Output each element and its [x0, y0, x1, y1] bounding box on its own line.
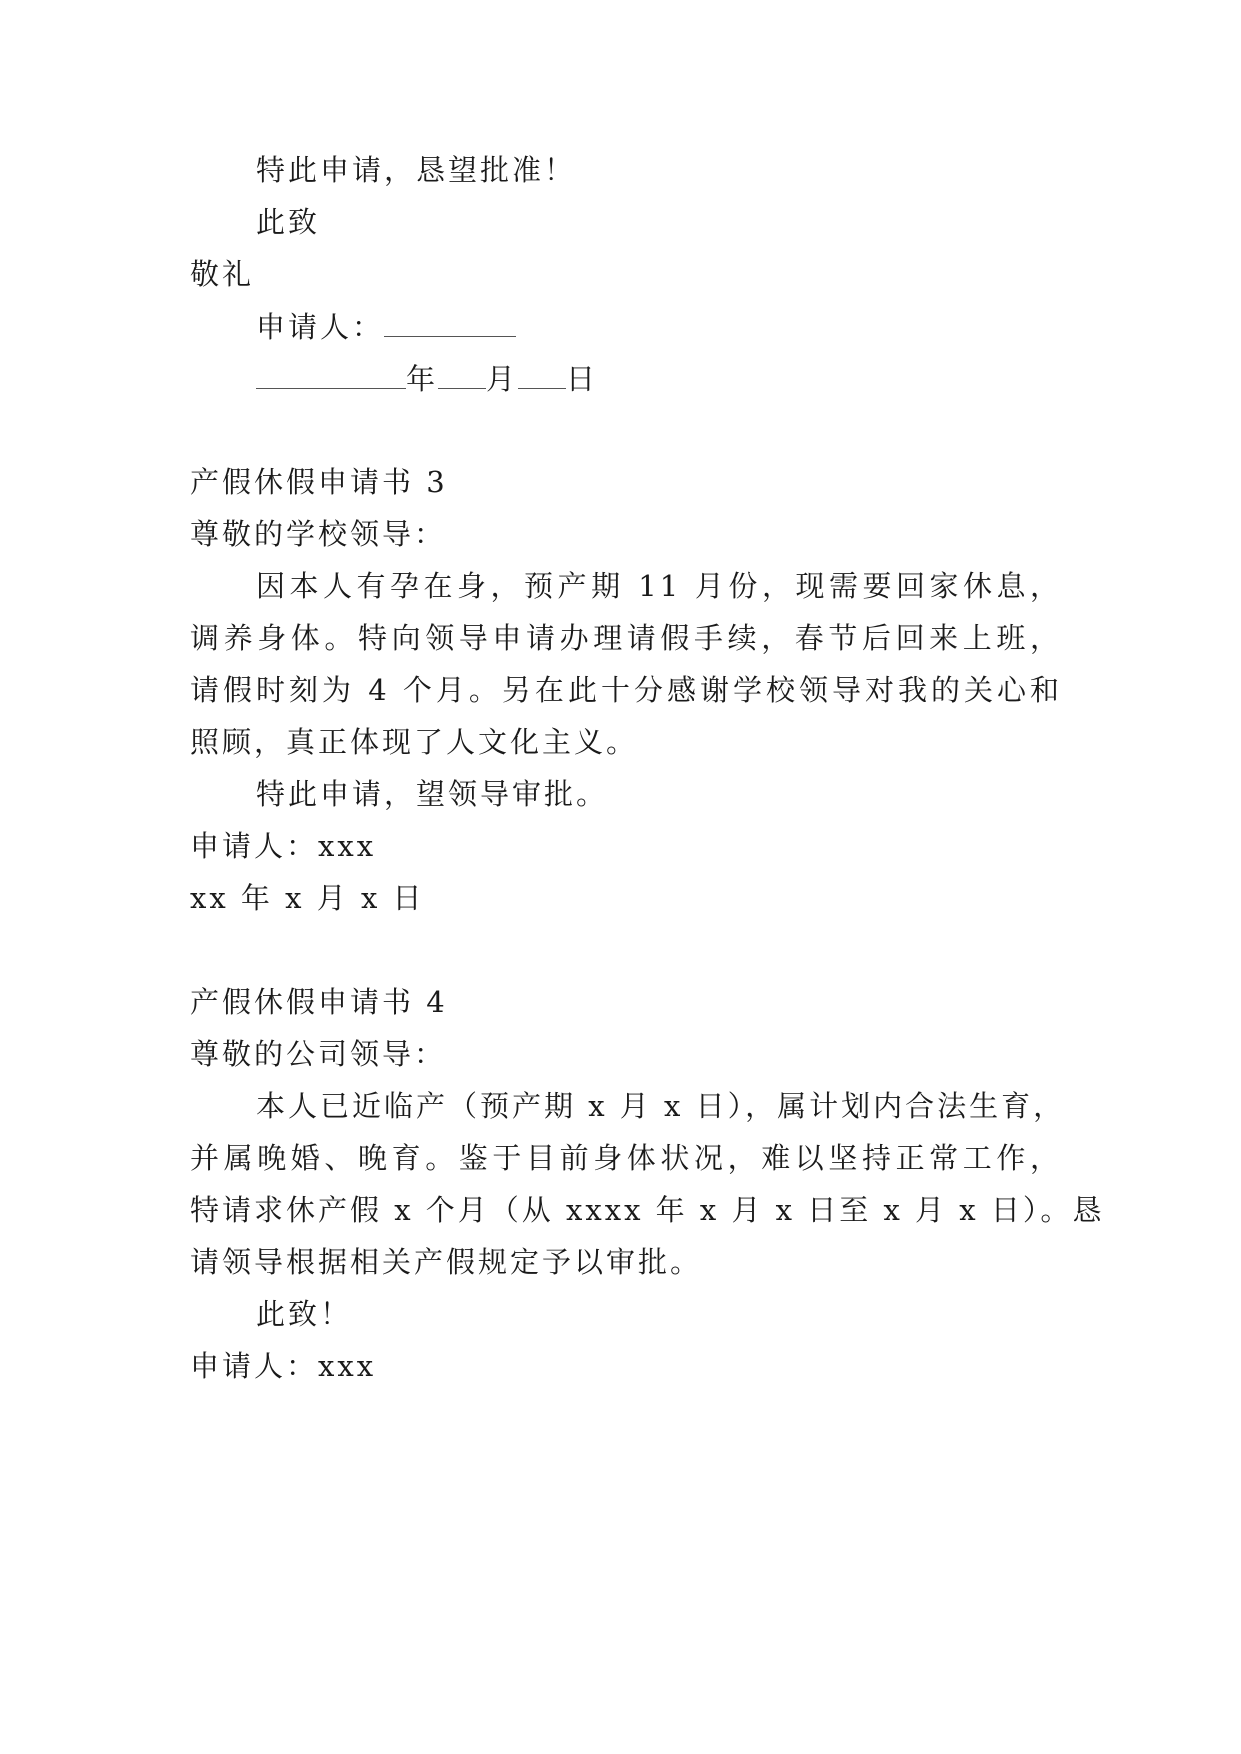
- date-year-label: 年: [406, 362, 439, 396]
- body-line: 特请求休产假 x 个月（从 xxxx 年 x 月 x 日至 x 月 x 日）。恳: [190, 1193, 1105, 1227]
- recipient-line: 尊敬的学校领导：: [190, 517, 447, 551]
- year-blank: [256, 358, 406, 389]
- applicant-blank: [384, 306, 516, 337]
- closing-line: 特此申请，恳望批准！: [256, 153, 577, 187]
- applicant-line: 申请人：xxx: [190, 1349, 377, 1383]
- recipient-line: 尊敬的公司领导：: [190, 1037, 447, 1071]
- body-line: 请领导根据相关产假规定予以审批。: [190, 1245, 703, 1279]
- section-title: 产假休假申请书 3: [190, 465, 448, 499]
- body-line: 本人已近临产（预产期 x 月 x 日），属计划内合法生育，: [256, 1089, 1066, 1123]
- section-title: 产假休假申请书 4: [190, 985, 448, 1019]
- closing-line: 此致！: [256, 1297, 353, 1331]
- body-line: 调养身体。特向领导申请办理请假手续，春节后回来上班，: [190, 621, 1062, 655]
- salutation-respect: 敬礼: [190, 257, 255, 291]
- applicant-label: 申请人：: [256, 310, 385, 344]
- body-line: 请假时刻为 4 个月。另在此十分感谢学校领导对我的关心和: [190, 673, 1062, 707]
- salutation-to: 此致: [256, 205, 321, 239]
- applicant-line: 申请人：xxx: [190, 829, 377, 863]
- date-month-label: 月: [486, 362, 519, 396]
- body-line: 照顾，真正体现了人文化主义。: [190, 725, 639, 759]
- date-line: [256, 358, 598, 399]
- month-blank: [438, 358, 486, 389]
- date-day-label: 日: [566, 362, 599, 396]
- closing-line: 特此申请，望领导审批。: [256, 777, 609, 811]
- body-line: 并属晚婚、晚育。鉴于目前身体状况，难以坚持正常工作，: [190, 1141, 1062, 1175]
- date-line: xx 年 x 月 x 日: [190, 881, 425, 915]
- applicant-line: [256, 306, 516, 347]
- day-blank: [518, 358, 566, 389]
- body-line: 因本人有孕在身，预产期 11 月份，现需要回家休息，: [256, 569, 1062, 603]
